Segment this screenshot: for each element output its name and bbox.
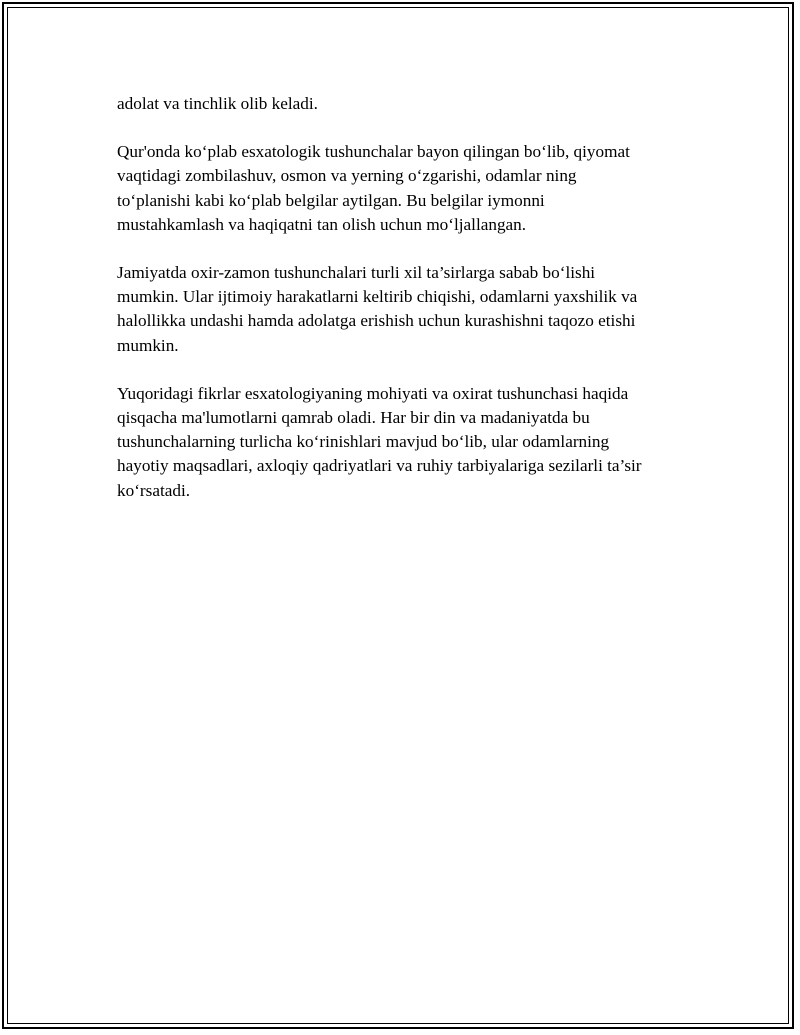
paragraph-summary: Yuqoridagi fikrlar esxatologiyaning mohiyati va oxirat tushunchasi haqida qisqacha ma'lumotlarni qamrab oladi. Har bir din va madaniyatda bu tushunchalarning turlicha ko‘rinishlari mavjud bo‘lib, ular odamlarning hayotiy maqsadlari, axloqiy qadriyatlari va ruhiy tarbiyalariga sezilarli ta’sir ko‘rsatadi. (117, 383, 642, 500)
paragraph-society-effects: Jamiyatda oxir-zamon tushunchalari turli xil ta’sirlarga sabab bo‘lishi mumkin. Ular ijtimoiy harakatlarni keltirib chiqishi, odamlarni yaxshilik va halollikka undashi hamda adolatga erishish uchun kurashishni taqozo etishi mumkin. (117, 263, 638, 355)
paragraph-continuation: adolat va tinchlik olib keladi. (117, 94, 318, 113)
document-body (117, 92, 687, 527)
paragraph-quran-signs: Qur'onda ko‘plab esxatologik tushunchalar bayon qilingan bo‘lib, qiyomat vaqtidagi zombilashuv, osmon va yerning o‘zgarishi, odamlar ning to‘planishi kabi ko‘plab belgilar aytilgan. Bu belgilar iymonni mustahkamlash va haqiqatni tan olish uchun mo‘ljallangan. (117, 142, 630, 234)
